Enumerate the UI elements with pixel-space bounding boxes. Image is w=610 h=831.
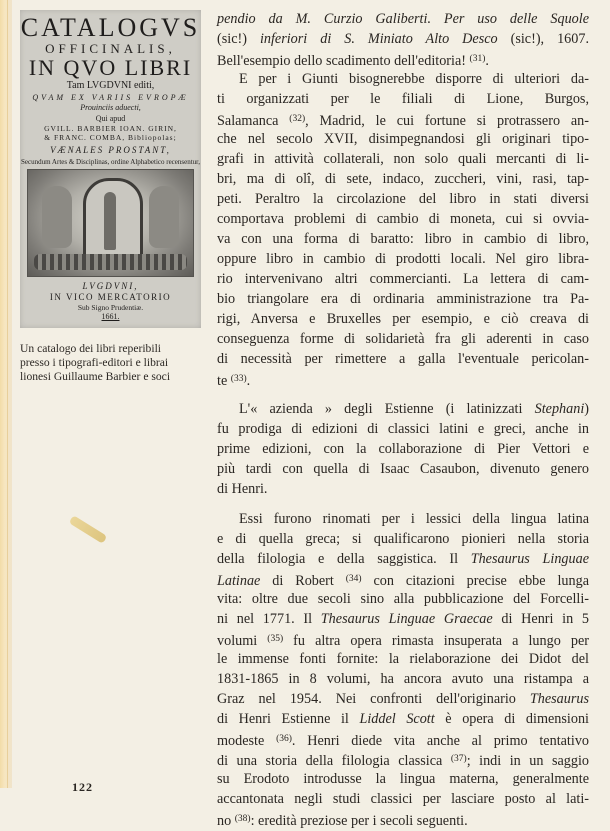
text-span: di Henri in 5: [492, 611, 590, 627]
italic-text: Stephani: [534, 401, 585, 417]
text-span: fu altra opera rimasta insuperata a lungo per: [283, 633, 589, 649]
paragraph-gap: [217, 389, 589, 399]
text-span: no: [217, 813, 235, 829]
text-line: fu prodiga di edizioni di classici latini e greci, anche in: [217, 421, 589, 437]
footnote-ref: (38): [234, 814, 251, 824]
text-span: con citazioni precise ebbe lunga: [361, 573, 589, 589]
frontispiece-line: Qui apud: [95, 114, 126, 123]
text-line: [217, 549, 589, 569]
text-line: Essi furono rinomati per i lessici della lingua latina: [239, 511, 589, 527]
text-span: ; indi in un saggio: [466, 753, 590, 769]
text-span: : eredità preziose per i secoli seguenti.: [250, 813, 468, 829]
text-line: più tardi con quella di Isaac Casaubon, divenuto genero: [217, 461, 589, 477]
text-line: [217, 749, 589, 769]
text-line: comportava problemi di cambio di moneta, cui si ovvia-: [217, 211, 589, 227]
text-line: [217, 9, 589, 29]
text-span: Bell'esempio dello scadimento dell'editoria!: [217, 53, 470, 69]
italic-text: Liddel Scott: [359, 711, 435, 727]
text-line: prime edizioni, con la collaborazione di Pier Vettori e: [217, 441, 589, 457]
text-line: accantonata negli studi classici per lasciare posto al lati-: [217, 791, 589, 807]
italic-text: pendio da M. Curzio Galiberti. Per uso delle Squole: [217, 11, 589, 27]
caption-line: presso i tipografi-editori e librai: [20, 356, 169, 369]
text-span: di Henri Estienne il: [217, 711, 360, 727]
garland-shape: [34, 254, 187, 270]
text-line: bio triangolare era di ordinaria amministrazione tra Pa-: [217, 291, 589, 307]
italic-text: Thesaurus: [529, 691, 589, 707]
text-line: va con una forma di baratto: libro in cambio di libro,: [217, 231, 589, 247]
text-line: [217, 809, 589, 829]
figure-caption: [20, 342, 205, 384]
text-span: della filologia e della saggistica. Il: [217, 551, 471, 567]
frontispiece-line: IN QVO LIBRI: [28, 55, 193, 80]
text-span: di Robert: [260, 573, 346, 589]
text-span: te: [217, 373, 231, 389]
text-line: su Erodoto introdusse la lingua materna, generalmente: [217, 771, 589, 787]
footnote-ref: (31): [469, 54, 486, 64]
text-line: [217, 629, 589, 649]
text-line: le immense fonti fornite: la rielaborazione dei Didot del: [217, 651, 589, 667]
putto-right-shape: [149, 186, 179, 248]
text-line: [217, 109, 589, 129]
frontispiece-line: Secundum Artes & Disciplinas, ordine Alphabetico recensentur,: [21, 158, 200, 166]
text-line: che nel secolo XVII, disimpegnandosi gli originari tipo-: [217, 131, 589, 147]
text-line: conseguenza forme di solidarietà fra gli aderenti in caso: [217, 331, 589, 347]
italic-text: Thesaurus Linguae Graecae: [320, 611, 493, 627]
paper-stain: [69, 515, 108, 544]
imprint-line: LVGDVNI,: [82, 281, 139, 291]
frontispiece-title: CATALOGVS: [20, 13, 201, 42]
text-line: grafi in attività collaterali, non solo quali mercanti di li-: [217, 151, 589, 167]
italic-text: inferiori di S. Miniato Alto Desco: [259, 31, 498, 47]
text-span: (sic!), 1607.: [497, 31, 590, 47]
frontispiece-line: & FRANC. COMBA, Bibliopolas;: [44, 133, 177, 142]
text-line: [217, 689, 589, 709]
imprint-line: Sub Signo Prudentiæ.: [77, 303, 144, 312]
text-line: [217, 399, 589, 419]
text-line: e di quella greca; si qualificarono pionieri nella storia: [217, 531, 589, 547]
caption-line: lionesi Guillaume Barbier e soci: [20, 370, 171, 383]
book-spine-edge: [0, 0, 12, 788]
footnote-ref: (32): [289, 114, 306, 124]
imprint-line: IN VICO MERCATORIO: [49, 292, 172, 302]
footnote-ref: (35): [267, 634, 284, 644]
text-span: .: [246, 373, 251, 389]
text-span: Graz nel 1954. Nei confronti dell'originario: [217, 691, 530, 707]
text-line: [217, 609, 589, 629]
text-line: rio intervenivano altri commercianti. La lettera di cam-: [217, 271, 589, 287]
text-span: Salamanca: [217, 113, 290, 129]
text-line: di Henri.: [217, 481, 268, 497]
text-line: [217, 49, 589, 69]
text-span: ni nel 1771. Il: [217, 611, 321, 627]
footnote-ref: (36): [276, 734, 292, 744]
text-span: . Henri diede vita anche al primo tentativo: [291, 733, 590, 749]
frontispiece-line: QVAM EX VARIIS EVROPÆ: [32, 93, 189, 102]
text-line: [217, 569, 589, 589]
text-span: .: [485, 53, 489, 69]
text-span: (sic!): [217, 31, 260, 47]
engraving-illustration: [27, 169, 194, 277]
text-line: rigi, Anversa e Bruxelles per esempio, e ciò creava di: [217, 311, 589, 327]
page-number: 122: [72, 780, 93, 794]
paragraph-gap: [217, 499, 589, 509]
text-span: , Madrid, le cui fortune si protrassero an-: [305, 113, 590, 129]
putto-left-shape: [42, 186, 72, 248]
italic-text: Latinae: [217, 573, 261, 589]
frontispiece-line: Tam LVGDVNI editi,: [66, 80, 155, 91]
text-line: peti. Peraltro la circolazione del libro in stati diversi: [217, 191, 589, 207]
text-span: L'« azienda » degli Estienne (i latinizzati: [239, 401, 535, 417]
footnote-ref: (37): [450, 754, 467, 764]
text-span: di una storia della filologia classica: [217, 753, 451, 769]
text-line: [217, 369, 589, 389]
text-line: E per i Giunti bisognerebbe disporre di ulteriori da-: [239, 71, 589, 87]
text-line: di necessità per rimettere a galla l'eventuale pericolan-: [217, 351, 589, 367]
frontispiece-line: GVILL. BARBIER IOAN. GIRIN,: [44, 124, 177, 133]
prudence-figure-shape: [104, 192, 116, 250]
text-line: ti organizzati per le filiali di Lione, Burgos,: [217, 91, 589, 107]
text-span: modeste: [217, 733, 277, 749]
frontispiece-line: Prouinciis aduecti,: [80, 103, 141, 112]
text-line: bri, ma di olî, di sete, indaco, zuccheri, vini, rasi, tap-: [217, 171, 589, 187]
text-line: [217, 709, 589, 729]
text-line: oppure libro in cambio di prodotti locali. Nel giro libra-: [217, 251, 589, 267]
text-line: vita: oltre due secoli sino alla pubblicazione del Forcelli-: [217, 591, 589, 607]
text-line: 1831-1865 in 8 volumi, ha ancora avuto una ristampa a: [217, 671, 589, 687]
frontispiece-line: OFFICINALIS,: [45, 41, 176, 56]
frontispiece-line: VÆNALES PROSTANT,: [50, 145, 171, 155]
text-line: [217, 29, 589, 49]
frontispiece-image: [20, 10, 201, 328]
footnote-ref: (33): [230, 374, 247, 384]
italic-text: Thesaurus Linguae: [470, 551, 589, 567]
caption-line: Un catalogo dei libri reperibili: [20, 342, 162, 355]
text-span: ): [584, 401, 589, 417]
text-line: [217, 729, 589, 749]
body-text: [217, 9, 589, 829]
text-span: è opera di dimensioni: [434, 711, 589, 727]
footnote-ref: (34): [345, 574, 362, 584]
text-span: volumi: [217, 633, 268, 649]
imprint-year: 1661.: [101, 312, 120, 321]
